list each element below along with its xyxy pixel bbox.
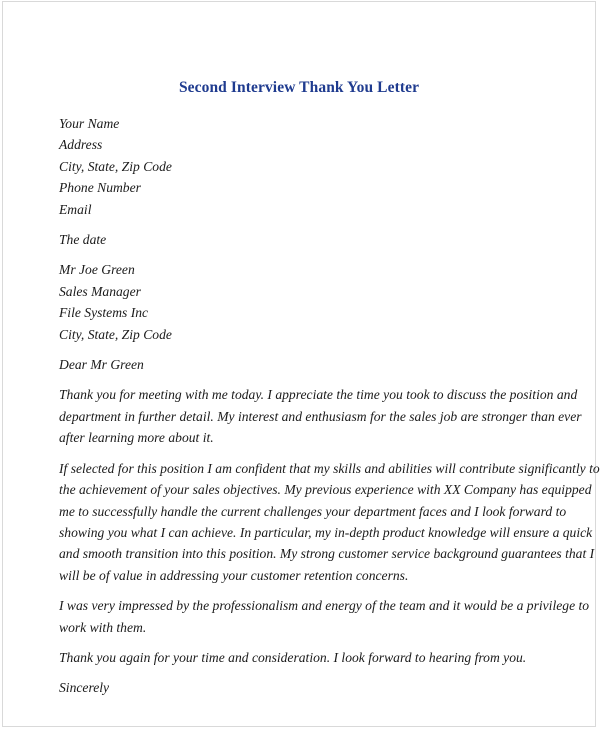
paragraph-line: If selected for this position I am confident that my skills and abilities will contribute significantly to [59, 460, 600, 476]
closing: Sincerely [59, 680, 110, 696]
paragraph-2 [59, 458, 600, 586]
recipient-address-block [59, 259, 571, 345]
salutation: Dear Mr Green [59, 357, 144, 373]
paragraph-line: showing you what I can achieve. In particular, my in-depth product knowledge will ensure a quick [59, 524, 593, 540]
paragraph-line: will be of value in addressing your customer retention concerns. [59, 567, 409, 583]
recipient-company: File Systems Inc [59, 305, 149, 321]
paragraph-4 [59, 647, 571, 668]
paragraph-line: after learning more about it. [59, 430, 214, 446]
paragraph-line: Thank you again for your time and consideration. I look forward to hearing from you. [59, 649, 527, 665]
sender-city-state-zip: City, State, Zip Code [59, 158, 172, 174]
paragraph-line: the achievement of your sales objectives. My previous experience with XX Company has equipped [59, 482, 592, 498]
letter-date: The date [59, 232, 107, 248]
paragraph-line: work with them. [59, 619, 147, 635]
recipient-city-state-zip: City, State, Zip Code [59, 326, 172, 342]
sender-address-block [59, 113, 571, 220]
paragraph-line: Thank you for meeting with me today. I appreciate the time you took to discuss the position and [59, 387, 578, 403]
letter-page [2, 1, 600, 727]
paragraph-3 [59, 595, 590, 638]
paragraph-line: I was very impressed by the professionalism and energy of the team and it would be a privilege to [59, 598, 590, 614]
sender-name: Your Name [59, 116, 120, 131]
paragraph-line: and smooth transition into this position. My strong customer service background guarantees that I [59, 546, 595, 562]
date-block [59, 229, 571, 250]
sender-address: Address [59, 137, 103, 153]
letter-body [59, 113, 600, 699]
sender-email: Email [59, 201, 92, 217]
document-title: Second Interview Thank You Letter [178, 79, 420, 96]
closing-block [59, 677, 571, 698]
sender-phone: Phone Number [59, 180, 141, 196]
salutation-block [59, 354, 571, 375]
recipient-name: Mr Joe Green [59, 262, 135, 278]
paragraph-line: me to successfully handle the current challenges your department faces and I look forward to [59, 503, 567, 519]
paragraph-1 [59, 384, 582, 448]
recipient-title: Sales Manager [59, 283, 141, 299]
paragraph-line: department in further detail. My interest and enthusiasm for the sales job are stronger than ever [59, 408, 582, 424]
